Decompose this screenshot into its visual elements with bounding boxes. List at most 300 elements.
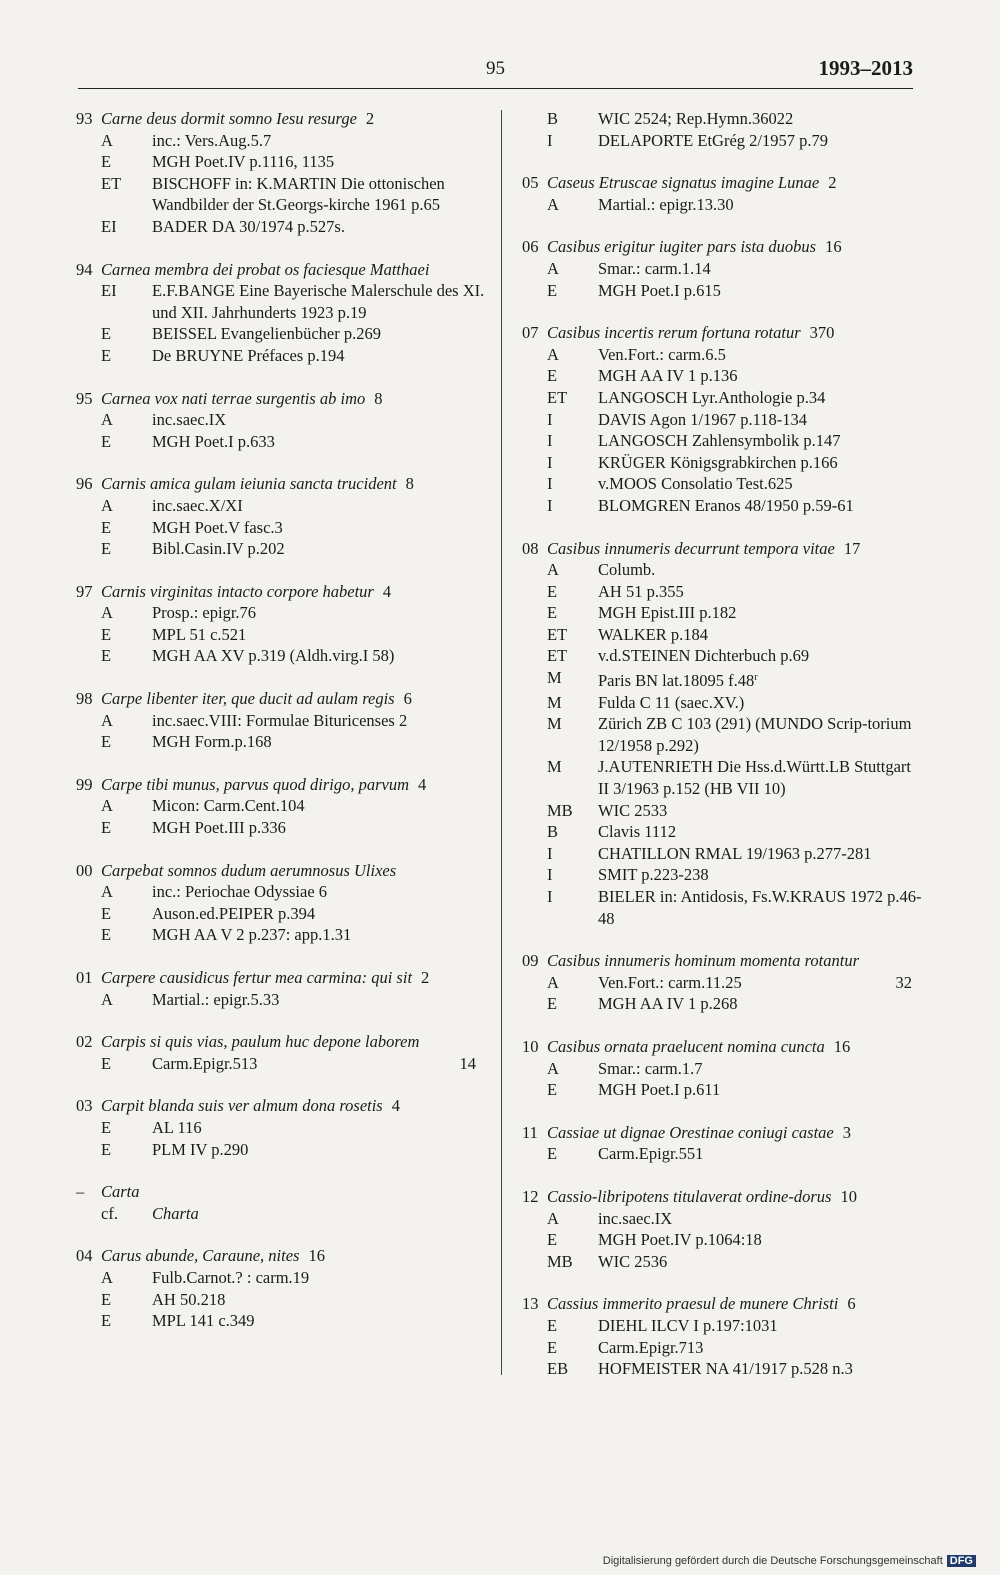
reference-text-wrap <box>152 1267 486 1289</box>
reference-row <box>522 130 922 152</box>
verse-count: 16 <box>825 237 842 257</box>
reference-text: Paris BN lat.18095 f.48 <box>598 671 755 691</box>
reference-row <box>76 881 486 903</box>
reference-text: WIC 2536 <box>598 1251 668 1271</box>
reference-text: BEISSEL Evangelienbücher p.269 <box>152 324 381 344</box>
reference-text-wrap <box>598 1079 922 1101</box>
verse-count: 4 <box>418 774 427 794</box>
reference-row <box>522 1079 922 1101</box>
reference-code: M <box>547 668 562 688</box>
reference-row <box>76 1053 486 1075</box>
reference-row <box>522 387 922 409</box>
superscript: r <box>754 672 758 684</box>
reference-code: A <box>101 989 113 1009</box>
reference-text: AH 51 p.355 <box>598 581 684 601</box>
entry <box>76 1181 486 1224</box>
verse-count: 2 <box>828 173 837 193</box>
reference-row <box>522 645 922 667</box>
verse-count: 4 <box>391 1096 400 1116</box>
reference-row <box>522 581 922 603</box>
reference-text-wrap <box>152 731 486 753</box>
reference-text-wrap <box>152 881 486 903</box>
entry-incipit: Cassio-libripotens titulaverat ordine-dorus <box>547 1186 832 1206</box>
reference-text: MGH AA IV 1 p.268 <box>598 994 738 1014</box>
reference-code: E <box>547 994 558 1014</box>
entry-head <box>522 950 922 972</box>
entry-range: 1993–2013 <box>818 56 913 80</box>
verse-count: 10 <box>840 1186 857 1206</box>
entry-incipit: Cassiae ut dignae Orestinae coniugi castae <box>547 1122 834 1142</box>
reference-code: I <box>547 431 553 451</box>
entry <box>76 1031 486 1074</box>
reference-text: WIC 2524; Rep.Hymn.36022 <box>598 109 794 128</box>
reference-text: Carm.Epigr.713 <box>598 1337 704 1357</box>
reference-row <box>76 517 486 539</box>
verse-count: 16 <box>833 1036 851 1056</box>
reference-text: AH 50.218 <box>152 1289 226 1309</box>
entry-head <box>522 322 922 344</box>
reference-row <box>522 756 922 799</box>
reference-text: Carm.Epigr.551 <box>598 1144 704 1164</box>
reference-text-wrap <box>598 452 922 474</box>
reference-text-wrap <box>152 710 486 732</box>
reference-text-wrap <box>598 130 922 152</box>
reference-text-wrap <box>152 1289 486 1311</box>
entry <box>76 388 486 453</box>
left-column <box>76 108 486 1353</box>
reference-code: B <box>547 109 559 128</box>
reference-row <box>522 280 922 302</box>
reference-row <box>76 1267 486 1289</box>
reference-row <box>522 602 922 624</box>
reference-code: M <box>547 692 562 712</box>
reference-text-wrap <box>152 989 486 1011</box>
entry <box>76 108 486 238</box>
reference-code: E <box>547 280 558 300</box>
reference-text-wrap <box>598 258 922 280</box>
reference-text: MPL 51 c.521 <box>152 624 247 644</box>
verse-count: 2 <box>421 968 430 987</box>
entry-number: 11 <box>522 1122 538 1142</box>
footer <box>603 1555 976 1567</box>
verse-count: 3 <box>842 1122 851 1142</box>
reference-text: De BRUYNE Préfaces p.194 <box>152 345 345 365</box>
reference-text: LANGOSCH Lyr.Anthologie p.34 <box>598 387 826 407</box>
reference-text: BADER DA 30/1974 p.527s. <box>152 216 345 236</box>
entry-head <box>76 860 486 882</box>
reference-row <box>76 345 486 367</box>
entry-number: 93 <box>76 109 93 128</box>
entry-head <box>76 967 486 989</box>
entry-head <box>76 108 486 130</box>
reference-text: PLM IV p.290 <box>152 1139 249 1159</box>
reference-text: MGH Epist.III p.182 <box>598 603 737 623</box>
entry <box>522 108 922 151</box>
entry-incipit: Carpis si quis vias, paulum huc depone laborem <box>101 1032 420 1052</box>
entry-number: 96 <box>76 474 93 494</box>
reference-text-wrap <box>598 194 922 216</box>
reference-text: MGH Poet.IV p.1116, 1135 <box>152 152 335 172</box>
reference-code: cf. <box>101 1203 118 1223</box>
reference-code: E <box>547 366 558 386</box>
reference-text-wrap <box>598 409 922 431</box>
verse-count: 4 <box>382 581 392 601</box>
reference-text: v.MOOS Consolatio Test.625 <box>598 474 793 494</box>
page-header <box>78 58 913 89</box>
reference-code: B <box>547 822 559 842</box>
entry <box>522 1186 922 1272</box>
reference-code: A <box>101 710 113 730</box>
reference-text: Fulb.Carnot.? : carm.19 <box>152 1267 310 1287</box>
reference-text: LANGOSCH Zahlensymbolik p.147 <box>598 431 841 451</box>
reference-row <box>522 473 922 495</box>
reference-row <box>522 1058 922 1080</box>
reference-row <box>76 989 486 1011</box>
reference-text: inc.saec.IX <box>152 410 227 430</box>
reference-text-wrap <box>598 559 922 581</box>
reference-text: BIELER in: Antidosis, Fs.W.KRAUS 1972 p.46-48 <box>598 887 922 928</box>
entry-head <box>76 388 486 410</box>
reference-row <box>76 216 486 238</box>
reference-text-wrap <box>152 795 486 817</box>
reference-text: Zürich ZB C 103 (291) (MUNDO Scrip-torium 12/1958 p.292) <box>598 714 912 755</box>
reference-text: MGH Poet.I p.615 <box>598 280 721 300</box>
reference-row <box>522 972 922 994</box>
reference-text-wrap <box>152 538 486 560</box>
entry-number: 04 <box>76 1246 93 1266</box>
reference-text: KRÜGER Königsgrabkirchen p.166 <box>598 452 838 472</box>
reference-row <box>76 924 486 946</box>
reference-code: EI <box>101 281 117 301</box>
reference-row <box>522 624 922 646</box>
reference-row <box>76 1117 486 1139</box>
reference-code: E <box>101 324 112 344</box>
reference-text-wrap <box>152 645 486 667</box>
reference-code: E <box>547 1230 558 1250</box>
reference-text-wrap <box>598 972 896 994</box>
reference-text-wrap <box>598 1315 922 1337</box>
reference-code: A <box>101 130 113 150</box>
reference-text-wrap <box>152 903 486 925</box>
entry-incipit: Carus abunde, Caraune, nites <box>101 1246 300 1266</box>
entry-incipit: Carpe libenter iter, que ducit ad aulam regis <box>101 689 395 709</box>
reference-code: ET <box>547 624 568 644</box>
entry-head <box>76 1181 486 1203</box>
entry-head <box>76 1095 486 1117</box>
reference-code: A <box>547 258 559 278</box>
reference-row <box>522 864 922 886</box>
reference-text: MGH AA XV p.319 (Aldh.virg.I 58) <box>152 646 395 666</box>
page-number: 95 <box>486 58 505 79</box>
reference-row <box>522 1337 922 1359</box>
entry-number: 94 <box>76 259 93 279</box>
reference-row <box>76 710 486 732</box>
entry-head <box>76 259 486 281</box>
reference-text-wrap <box>598 430 922 452</box>
reference-text-wrap <box>598 993 922 1015</box>
reference-text: inc.saec.IX <box>598 1208 673 1228</box>
verse-count: 8 <box>374 388 383 408</box>
reference-text-wrap <box>152 345 486 367</box>
reference-code: M <box>547 757 562 777</box>
entry-number: 97 <box>76 581 93 601</box>
reference-code: A <box>101 495 113 515</box>
entry-head <box>76 473 486 495</box>
entry-head <box>522 1293 922 1315</box>
reference-row <box>522 1229 922 1251</box>
reference-text: Martial.: epigr.13.30 <box>598 194 734 214</box>
reference-code: E <box>101 539 112 559</box>
reference-code: E <box>101 431 112 451</box>
reference-row <box>76 1203 486 1225</box>
entry-head <box>76 1245 486 1267</box>
reference-code: MB <box>547 800 573 820</box>
reference-text: Clavis 1112 <box>598 822 677 842</box>
reference-text: inc.saec.VIII: Formulae Bituricenses 2 <box>152 710 408 730</box>
reference-code: I <box>547 865 553 885</box>
reference-code: A <box>101 882 113 902</box>
reference-code: E <box>101 1053 112 1073</box>
entry-head <box>76 688 486 710</box>
entry-incipit: Carnis virginitas intacto corpore habetur <box>101 581 374 601</box>
entry-number: 99 <box>76 774 93 794</box>
reference-row <box>522 692 922 714</box>
reference-row <box>522 430 922 452</box>
reference-code: E <box>547 1315 558 1335</box>
reference-text-wrap <box>598 1143 922 1165</box>
reference-code: ET <box>547 387 568 407</box>
reference-row <box>522 843 922 865</box>
entry-incipit: Carpit blanda suis ver almum dona rosetis <box>101 1096 383 1116</box>
reference-text-wrap <box>152 323 486 345</box>
reference-text-wrap <box>598 473 922 495</box>
reference-text: Bibl.Casin.IV p.202 <box>152 539 285 559</box>
reference-text: Smar.: carm.1.14 <box>598 258 711 278</box>
entry-incipit: Casibus innumeris hominum momenta rotantur <box>547 951 859 971</box>
reference-text-wrap <box>152 173 486 216</box>
entry-number: 00 <box>76 860 93 880</box>
reference-text-wrap <box>598 602 922 624</box>
reference-text: Carm.Epigr.513 <box>152 1053 258 1073</box>
reference-row <box>76 795 486 817</box>
reference-row <box>522 452 922 474</box>
verse-count: 16 <box>308 1246 325 1266</box>
reference-text-wrap <box>152 151 486 173</box>
entry <box>76 688 486 753</box>
reference-row <box>76 409 486 431</box>
reference-text-wrap <box>598 800 922 822</box>
reference-row <box>522 1358 922 1380</box>
reference-text-wrap <box>598 344 922 366</box>
reference-code: E <box>101 152 112 172</box>
entry-number: 98 <box>76 689 93 709</box>
reference-code: A <box>101 796 113 816</box>
entry <box>76 581 486 667</box>
reference-text-wrap <box>598 624 922 646</box>
entry <box>76 259 486 367</box>
entry-incipit: Carpe tibi munus, parvus quod dirigo, parvum <box>101 774 410 794</box>
entry-number: 09 <box>522 951 539 971</box>
entry-head <box>76 774 486 796</box>
reference-text: J.AUTENRIETH Die Hss.d.Württ.LB Stuttgart II 3/1963 p.152 (HB VII 10) <box>598 757 912 799</box>
verse-count: 32 <box>895 972 912 992</box>
reference-text-wrap <box>598 864 922 886</box>
entry <box>522 1293 922 1379</box>
reference-text: SMIT p.223-238 <box>598 865 709 885</box>
entry <box>76 774 486 839</box>
reference-code: E <box>547 1337 558 1357</box>
reference-text-wrap <box>598 1229 922 1251</box>
reference-row <box>522 1251 922 1273</box>
entry-head <box>522 1186 922 1208</box>
reference-text: MGH Poet.I p.633 <box>152 431 275 451</box>
entry-head <box>522 538 922 560</box>
dfg-logo: DFG <box>947 1555 976 1567</box>
reference-code: E <box>547 1144 558 1164</box>
reference-code: E <box>101 732 112 752</box>
reference-row <box>522 667 922 692</box>
reference-text-wrap <box>598 1208 922 1230</box>
reference-text: Charta <box>152 1203 199 1223</box>
reference-code: A <box>547 194 559 214</box>
reference-text-wrap <box>598 280 922 302</box>
entry-number: 07 <box>522 323 539 343</box>
reference-text: BISCHOFF in: K.MARTIN Die ottonischen Wandbilder der St.Georgs-kirche 1961 p.65 <box>152 173 445 215</box>
reference-row <box>522 409 922 431</box>
reference-row <box>522 993 922 1015</box>
entry-head <box>522 1036 922 1058</box>
reference-text-wrap <box>152 409 486 431</box>
entry-incipit: Casibus erigitur iugiter pars ista duobus <box>547 237 817 257</box>
reference-row <box>76 817 486 839</box>
reference-text-wrap <box>152 431 486 453</box>
reference-code: EI <box>101 216 117 236</box>
reference-code: I <box>547 887 553 906</box>
reference-code: I <box>547 130 553 150</box>
reference-code: E <box>101 1117 112 1137</box>
reference-code: I <box>547 452 553 472</box>
verse-count: 8 <box>405 474 414 494</box>
entry <box>522 172 922 215</box>
entry-incipit: Caseus Etruscae signatus imagine Lunae <box>547 173 820 193</box>
entry-incipit: Casibus innumeris decurrunt tempora vitae <box>547 538 835 558</box>
reference-code: M <box>547 714 562 734</box>
reference-row <box>76 431 486 453</box>
entry-incipit: Carne deus dormit somno Iesu resurge <box>101 109 357 128</box>
verse-count: 17 <box>843 538 861 558</box>
reference-text: inc.: Vers.Aug.5.7 <box>152 130 272 150</box>
reference-text-wrap <box>598 821 922 843</box>
reference-row <box>522 108 922 130</box>
entry-head <box>522 172 922 194</box>
reference-text-wrap <box>598 1251 922 1273</box>
reference-text-wrap <box>152 1139 486 1161</box>
reference-text-wrap <box>598 108 922 130</box>
verse-count: 370 <box>809 323 835 343</box>
reference-row <box>522 495 922 517</box>
reference-text-wrap <box>598 886 922 929</box>
entry-incipit: Carnea vox nati terrae surgentis ab imo <box>101 388 366 408</box>
reference-code: E <box>101 646 112 666</box>
reference-code: E <box>101 1289 112 1309</box>
entry <box>76 1245 486 1331</box>
reference-row <box>76 731 486 753</box>
reference-text: MGH AA V 2 p.237: app.1.31 <box>152 925 352 945</box>
reference-row <box>76 280 486 323</box>
entry-number: 12 <box>522 1186 539 1206</box>
reference-row <box>522 800 922 822</box>
reference-code: A <box>101 603 113 623</box>
entry-incipit: Carta <box>101 1182 140 1202</box>
reference-code: A <box>547 972 559 992</box>
reference-text: Ven.Fort.: carm.6.5 <box>598 344 726 364</box>
reference-text: MGH Form.p.168 <box>152 732 272 752</box>
column-divider <box>501 110 502 1375</box>
reference-row <box>76 1310 486 1332</box>
reference-text-wrap <box>152 216 486 238</box>
verse-count: 6 <box>403 689 412 709</box>
entry-incipit: Casibus ornata praelucent nomina cuncta <box>547 1036 825 1056</box>
reference-text-wrap <box>598 581 922 603</box>
entry-number: 01 <box>76 968 93 987</box>
entry-incipit: Casibus incertis rerum fortuna rotatur <box>547 323 801 343</box>
footer-text: Digitalisierung gefördert durch die Deutsche Forschungsgemeinschaft <box>602 1555 943 1567</box>
reference-code: E <box>547 1080 558 1100</box>
entry <box>76 473 486 559</box>
reference-code: I <box>547 495 553 515</box>
reference-text-wrap <box>598 1337 922 1359</box>
reference-row <box>522 713 922 756</box>
entry <box>522 236 922 301</box>
reference-text: BLOMGREN Eranos 48/1950 p.59-61 <box>598 495 854 515</box>
right-column <box>522 108 922 1401</box>
reference-code: I <box>547 843 553 863</box>
reference-text-wrap <box>598 645 922 667</box>
reference-text: DAVIS Agon 1/1967 p.118-134 <box>598 409 808 429</box>
reference-row <box>76 538 486 560</box>
reference-code: E <box>101 903 112 923</box>
reference-text: DELAPORTE EtGrég 2/1957 p.79 <box>598 130 828 150</box>
reference-code: E <box>101 624 112 644</box>
reference-row <box>522 194 922 216</box>
reference-code: E <box>101 1311 112 1331</box>
reference-text-wrap <box>598 365 922 387</box>
reference-code: E <box>547 603 558 623</box>
reference-text-wrap <box>598 1058 922 1080</box>
reference-text-wrap <box>152 1117 486 1139</box>
reference-code: E <box>101 345 112 365</box>
reference-row <box>522 1315 922 1337</box>
reference-text-wrap <box>598 692 922 714</box>
entry-incipit: Carpebat somnos dudum aerumnosus Ulixes <box>101 860 397 880</box>
entry-number: 02 <box>76 1032 93 1052</box>
reference-text-wrap <box>598 1358 922 1380</box>
reference-code: A <box>547 560 559 580</box>
reference-text: Smar.: carm.1.7 <box>598 1058 703 1078</box>
reference-text: Columb. <box>598 560 656 580</box>
reference-code: A <box>547 1058 559 1078</box>
reference-row <box>522 365 922 387</box>
reference-text: Ven.Fort.: carm.11.25 <box>598 972 742 992</box>
reference-code: I <box>547 474 553 494</box>
entry-number: 95 <box>76 388 93 408</box>
reference-code: E <box>101 1139 112 1159</box>
reference-text-wrap <box>152 1203 486 1225</box>
entry-incipit: Cassius immerito praesul de munere Christi <box>547 1294 839 1314</box>
reference-code: A <box>101 1267 113 1287</box>
reference-row <box>76 1139 486 1161</box>
reference-code: E <box>101 925 112 945</box>
